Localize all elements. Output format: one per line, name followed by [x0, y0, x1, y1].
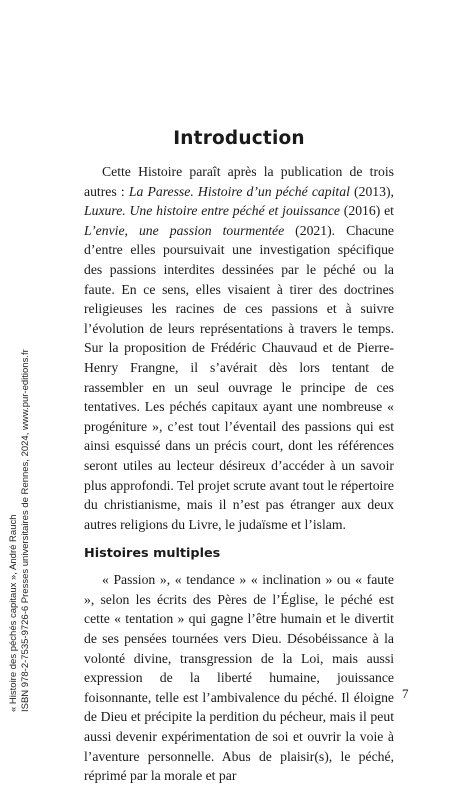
credit-line-isbn-publisher: ISBN 978-2-7535-9726-6 Presses universitaires de Rennes, 2024, www.pur-editions.fr [20, 349, 31, 712]
chapter-title: Introduction [173, 128, 305, 149]
book-title-luxure: Luxure. Une histoire entre péché et jouissance [84, 203, 340, 219]
intro-paragraph [84, 162, 394, 534]
intro-text-4: (2021). Chacune d’entre elles poursuivait une investigation spécifique des passions interdites dessinées par le péché ou la faute. En ce sens, elles visaient à tirer des doctrines religieuses les racines de ces passions et à suivre l’évolution de leurs représentations à travers le temps. Sur la proposition de Frédéric Chauvaud et de Pierre-Henry Frangne, il s’avérait dès lors tentant de rassembler en un seul ouvrage le principe de ces tentatives. Les péchés capitaux ayant une nombreuse « progéniture », c’est tout l’éventail des passions qui est ainsi esquissé dans un précis court, dont les références seront utiles au lecteur désireux d’accéder à un savoir plus approfondi. Tel projet scrute avant tout le répertoire du christianisme, mais il n’est pas étranger aux deux autres religions du Livre, le judaïsme et l’islam. [84, 222, 394, 532]
page-number: 7 [402, 686, 409, 701]
section-paragraph: « Passion », « tendance » « inclination » ou « faute », selon les écrits des Pères de l’Église, le péché est cette « tentation » qui gagne l’être humain et le divertit de ses pensées tournées vers Dieu. Désobéissance à la volonté divine, transgression de la Loi, mais aussi expression de la liberté humaine, jouissance foisonnante, telle est l’ambivalence du péché. Il éloigne de Dieu et précipite la perdition du pécheur, mais il peut aussi devenir expérimentation de soi et ouvrir la voie à l’aventure personnelle. Abus de plaisir(s), le péché, réprimé par la morale et par [84, 572, 394, 784]
book-title-paresse: La Paresse. Histoire d’un péché capital [128, 183, 350, 199]
section-heading: Histoires multiples [84, 546, 221, 562]
credit-line-title-author: « Histoire des péchés capitaux », André Rauch [8, 514, 19, 712]
copyright-credit [8, 332, 32, 712]
page-body [84, 128, 394, 786]
book-title-envie: L’envie, une passion tourmentée [84, 222, 285, 238]
intro-text-1: Cette Histoire paraît après la publication de trois autres : [84, 164, 394, 199]
intro-text-3: (2016) et [339, 203, 394, 219]
intro-text-2: (2013), [349, 183, 394, 199]
